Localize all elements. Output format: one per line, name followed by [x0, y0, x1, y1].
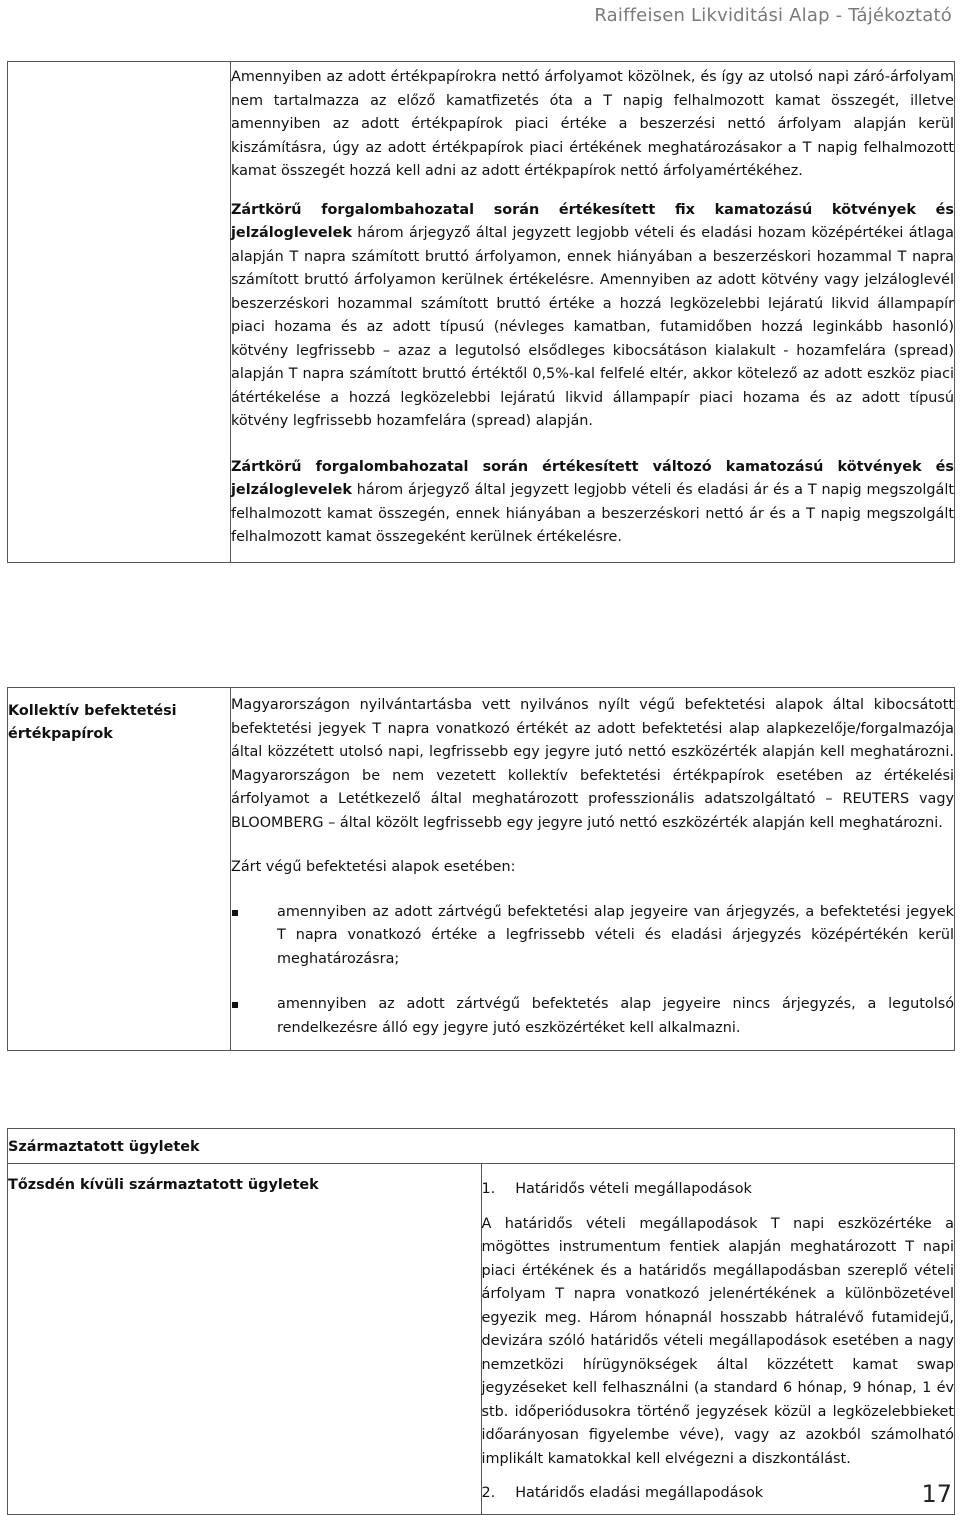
valuation-section-bonds [7, 61, 955, 563]
item-number: 2. [481, 1485, 496, 1501]
closed-ended-funds-intro: Zárt végű befektetési alapok esetében: [231, 859, 516, 875]
page-header-title: Raiffeisen Likviditási Alap - Tájékoztató [594, 5, 952, 26]
closed-ended-funds-list [231, 901, 954, 1041]
otc-derivatives-text-cell [481, 1164, 955, 1515]
floating-rate-bonds-text: három árjegyző által jegyzett legjobb vételi és eladási ár és a T napig megszolgált felhalmozott kamat összegén, ennek hiányában a beszerzéskori nettó ár és a T napig megszolgált felhalmozott kamat összegeként kerülnek értékelésre. [231, 482, 954, 545]
square-bullet-icon [232, 1002, 238, 1008]
item-title: Határidős eladási megállapodások [515, 1485, 764, 1501]
forward-sale-heading [481, 1479, 955, 1508]
fixed-rate-bonds-paragraph [231, 199, 954, 434]
derivatives-section-title: Származtatott ügyletek [8, 1129, 955, 1164]
bonds-text-cell [231, 62, 955, 563]
list-item: amennyiben az adott zártvégű befektetés alap jegyeire nincs árjegyzés, a legutolsó rendelkezésre álló egy jegyre jutó eszközértéket kell alkalmazni. [231, 993, 954, 1040]
floating-rate-bonds-heading: Zártkörű forgalombahozatal során értékesített változó kamatozású kötvények és jelzáloglevelek [231, 458, 954, 498]
otc-derivatives-label: Tőzsdén kívüli származtatott ügyletek [8, 1164, 482, 1515]
forward-purchase-heading [482, 1178, 955, 1202]
item-title: Határidős vételi megállapodások [515, 1181, 752, 1197]
net-price-paragraph: Amennyiben az adott értékpapírokra nettó árfolyamot közölnek, és így az utolsó napi záró-árfolyam nem tartalmazza az előző kamatfizetés óta a T napig felhalmozott kamat összegét, illetve amennyiben az adott értékpapírok piaci értéke a beszerzési nettó árfolyam alapján kerül kiszámításra, úgy az adott értékpapírok piaci értékének meghatározásakor a T napig felhalmozott kamat összegét hozzá kell adni az adott értékpapírok nettó árfolyamértékéhez. [231, 69, 954, 179]
collective-investments-label: Kollektív befektetési értékpapírok [8, 688, 231, 1051]
open-ended-funds-paragraph: Magyarországon nyilvántartásba vett nyilvános nyílt végű befektetési alapok által kibocsátott befektetési jegyek T napra vonatkozó értékét az adott befektetési alap alapkezelője/forgalmazója által közzétett utolsó napi, legfrissebb egy jegyre jutó nettó eszközérték alapján kell meghatározni. Magyarországon be nem vezetett kollektív befektetési értékpapírok esetében az értékelési árfolyamot a Letétkezelő által meghatározott professzionális adatszolgáltató – REUTERS vagy BLOOMBERG – által közölt legfrissebb egy jegyre jutó nettó eszközérték alapján kell meghatározni. [231, 697, 954, 831]
fixed-rate-bonds-heading: Zártkörű forgalombahozatal során értékesített fix kamatozású kötvények és jelzáloglevelek [231, 201, 954, 241]
square-bullet-icon [232, 910, 238, 916]
floating-rate-bonds-paragraph [231, 456, 954, 550]
collective-investments-text-cell [231, 688, 955, 1051]
valuation-section-collective-investments [7, 687, 955, 1051]
item-number: 1. [481, 1181, 496, 1197]
page-number: 17 [921, 1479, 952, 1508]
forward-purchase-paragraph: A határidős vételi megállapodások T napi eszközértéke a mögöttes instrumentum fentiek alapján meghatározott T napi piaci értékének és a határidős megállapodásban szereplő vételi árfolyam T napra vonatkozó jelenértékének a különbözetével egyezik meg. Három hónapnál hosszabb hátralévő futamidejű, devizára szóló határidős vételi megállapodások esetében a nagy nemzetközi hírügynökségek által közzétett kamat swap jegyzéseket kell felhasználni (a standard 6 hónap, 9 hónap, 1 év stb. időperiódusokra történő jegyzések közül a legközelebbieket időarányosan figyelembe véve), vagy az azokból számolható implikált kamatokkal kell elvégezni a diszkontálást. [481, 1215, 954, 1467]
empty-label-cell [8, 62, 231, 563]
list-item: amennyiben az adott zártvégű befektetési alap jegyeire van árjegyzés, a befektetési jegyek T napra vonatkozó értéke a legfrissebb vételi és eladási árjegyzés középértékén kerül meghatározásra; [231, 901, 954, 972]
fixed-rate-bonds-text: három árjegyző által jegyzett legjobb vételi és eladási hozam középértékei átlaga alapján T napra számított bruttó árfolyamon, ennek hiányában a beszerzéskori hozammal T napra számított bruttó árfolyamon kerülnek értékelésre. Amennyiben az adott kötvény vagy jelzáloglevél beszerzéskori hozammal számított bruttó értéke a hozzá legközelebbi lejáratú likvid állampapír piaci hozama és az adott típusú (névleges kamatban, futamidőben hozzá leginkább hasonló) kötvény legfrissebb – azaz a legutolsó elsődleges kibocsátáson kialakult - hozamfelára (spread) alapján T napra számított bruttó értéktől 0,5%-kal felfelé eltér, akkor kötelező az adott eszköz piaci átértékelése a hozzá legközelebbi lejáratú likvid állampapír piaci hozama és az adott típusú kötvény legfrissebb hozamfelára (spread) alapján. [231, 225, 954, 429]
valuation-section-derivatives [7, 1128, 955, 1515]
